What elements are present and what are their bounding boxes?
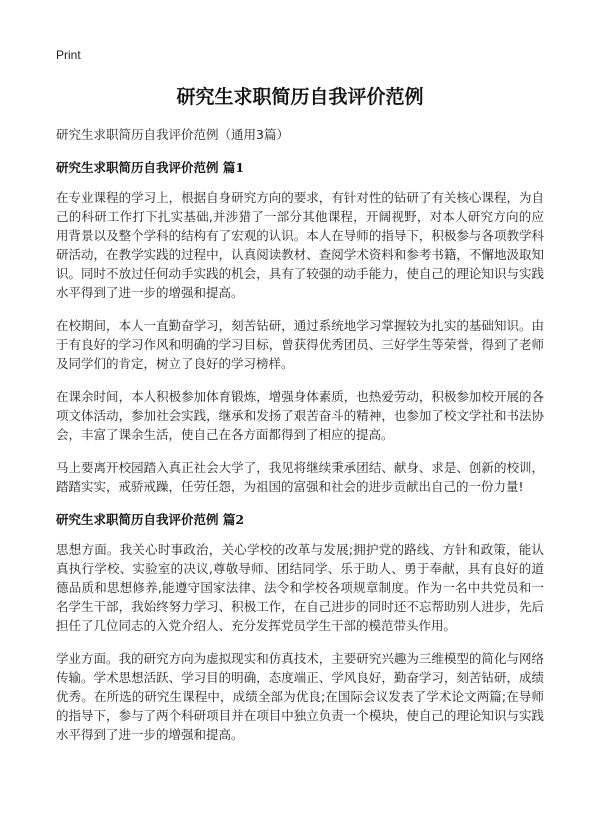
section-1-paragraph-3: 在课余时间，本人积极参加体育锻炼，增强身体素质，也热爱劳动，积极参加校开展的各项文体活动，参加社会实践，继承和发扬了艰苦奋斗的精神，也参加了校文学社和书法协会，丰富了课余生活，使自己在各方面都得到了相应的提高。 <box>56 389 544 442</box>
print-link[interactable]: Print <box>56 48 81 62</box>
section-2-paragraph-2: 学业方面。我的研究方向为虚拟现实和仿真技术，主要研究兴趣为三维模型的简化与网络传输。学术思想活跃、学习目的明确，态度端正、学风良好，勤奋学习，刻苦钻研，成绩优秀。在所选的研究生课程中，成绩全部为优良;在国际会议发表了学术论文两篇;在导师的指导下，参与了两个科研项目并在项目中独立负责一个模块，使自己的理论知识与实践水平得到了进一步的增强和提高。 <box>56 651 544 742</box>
section-1-paragraph-4: 马上要离开校园踏入真正社会大学了，我见将继续秉承团结、献身、求是、创新的校训，踏踏实实，戒骄戒躁，任劳任怨，为祖国的富强和社会的进步贡献出自己的一份力量! <box>56 460 544 494</box>
section-heading-1: 研究生求职简历自我评价范例 篇1 <box>56 160 245 175</box>
page-title: 研究生求职简历自我评价范例 <box>176 86 424 108</box>
section-1-paragraph-2: 在校期间，本人一直勤奋学习，刻苦钻研，通过系统地学习掌握较为扎实的基础知识。由于有良好的学习作风和明确的学习目标，曾获得优秀团员、三好学生等荣誉，得到了老师及同学们的肯定，树立了良好的学习榜样。 <box>56 318 544 371</box>
section-2-paragraph-1: 思想方面。我关心时事政治，关心学校的改革与发展;拥护党的路线、方针和政策，能认真执行学校、实验室的决议,尊敬导师、团结同学、乐于助人、勇于奉献，具有良好的道德品质和思想修养,能遵守国家法律、法令和学校各项规章制度。作为一名中共党员和一名学生干部，我始终努力学习、积极工作，在自己进步的同时还不忘帮助别人进步，先后担任了几位同志的入党介绍人、充分发挥党员学生干部的模范带头作用。 <box>56 542 544 633</box>
section-1-paragraph-1: 在专业课程的学习上，根据自身研究方向的要求，有针对性的钻研了有关核心课程，为自己的科研工作打下扎实基础,并涉猎了一部分其他课程，开阔视野，对本人研究方向的应用背景以及整个学科的结构有了宏观的认识。本人在导师的指导下，积极参与各项教学科研活动，在教学实践的过程中，认真阅读教材、查阅学术资料和参考书籍，不懈地汲取知识。同时不放过任何动手实践的机会，具有了较强的动手能力，使自己的理论知识与实践水平得到了进一步的增强和提高。 <box>56 190 544 300</box>
document-subtitle: 研究生求职简历自我评价范例（通用3篇） <box>56 127 289 142</box>
section-heading-2: 研究生求职简历自我评价范例 篇2 <box>56 512 245 527</box>
